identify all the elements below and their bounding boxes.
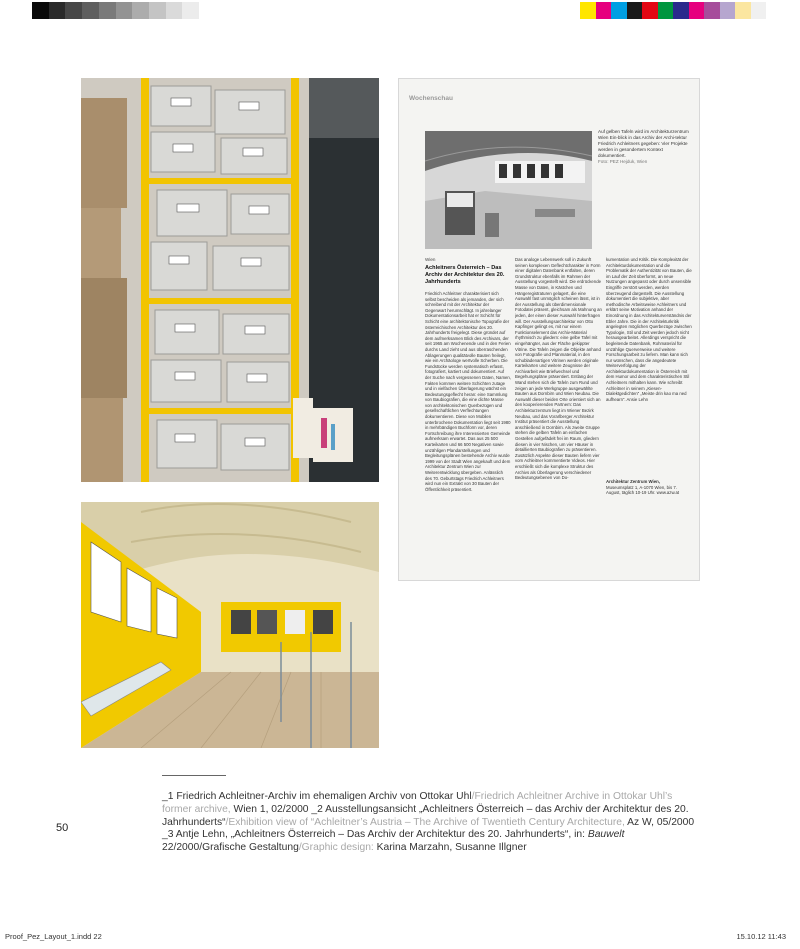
magazine-photo-credit: Foto: PEZ Hejduk, Wien [598,159,648,164]
magazine-column-3: kumentation und Kritik. Die Komplexität der Architekturdokumentation und die Problematik der Authentizität von Bauten, die im Lauf der Zeit überformt, an neue Nutzungen angepasst oder durch unsensible Eingriffe zerstört werden, werden überzeugend dargestellt. Die Ausstellung dokumentiert die subjektive, aber methodische Arbeitsweise Achleitners und erklärt seine Motivation anhand der Einordnung in das Architekturverständnis der Ebler Jahre. Die in der Architekturkritik angelegten möglichen Querbezüge zwischen Typologie, Stil und Zeit werden jedoch nicht herausgearbeitet. Allerdings verspricht die begleitende Datenbank, Rohmaterial für unzählige Querverweise und weitere Forschungsarbeit zu liefern. Man kann sich nur wünschen, dass die angedeutete Weiterverfolgung der Architekturdokumentation in Österreich mit dem Humor und dem charakteristischen Stil Achleitners mithalten kann. Wie schreibt Achleitner in seinem „Kiesen-Dialektgedichten“ „Meiste drin kao ma ned aufhearn“. Ansie Lehn [606,257,692,402]
color-swatch [673,2,689,19]
gray-swatch [166,2,183,19]
magazine-place: Wien [425,257,436,262]
magazine-address-title: Architektur Zentrum Wien, [606,479,660,484]
gray-swatch [99,2,116,19]
gray-swatch [149,2,166,19]
grayscale-calibration-bar [32,2,216,19]
magazine-page-scan [398,78,700,581]
color-swatch [627,2,643,19]
exhibition-view-illustration [81,502,379,748]
magazine-photo-caption [598,129,690,165]
color-swatch [704,2,720,19]
gray-swatch [49,2,66,19]
caption-1-en: /Friedrich Achleitner Archive in Ottokar Uhl’s former archive, [162,791,673,815]
color-calibration-bar [580,2,766,19]
color-swatch [735,2,751,19]
caption-3-magazine: Bauwelt [587,829,625,841]
caption-3-part-c: Karina Marzahn, Susanne Illgner [373,842,527,854]
magazine-caption-text: Auf gelben Tafeln wird im Architekturzentrum Wien Ein-blick in das Archiv der Archi-tektur Friedrich Achleitners gegeben: Vier Projekte werden in gesondertem Kontext dokumentiert. [598,129,689,158]
gray-swatch [82,2,99,19]
magazine-column-2: Das analoge Lebenswerk soll in Zukunft seinen komplexen Geflechtcharakter in Form einer digitalen Datenbank entfalten, deren Grundstruktur ebenfalls im Rahmen der Ausstellung vorgestellt wird. Die erdrückende Masse von Daten, in Kästchen und Hängeregistraturen gelagert, die eine Auswahl fast unmöglich scheinen lässt, ist in der Ausstellung als überdimensionale Fotodatei präsent, gleichsam als Mahnung an jeden, der einen dieser Auswahl hinterfragen will. Der Ausstellungsarchitektur von Otto Kapfinger gelingt es, mit nur einem Funktionselement das Archiv-Material rhythmisch zu gliedern: eine gelbe Tafel mit eingehängter, aus der Fläche gekippter Vitrine. Die Tafeln zeigen die Objekte anhand von Fotografie und Planmaterial, in den schubladenartigen Vitrinen werden originale Karteikarten und weitere Zeugnisse der Archivarbeit wie Briefwechsel und Begehungspläne präsentiert. Entlang der Wand stehen sich die Tafeln zum Rund und zeigen an jede Werkgruppe ausgewählte Bauten aus Dornbirn und Wien Neubau. Die Auswahl dieser beiden Orte orientiert sich an den kooperierenden Partnern: Das Architekturzentrum liegt im Wiener Bezirk Neubau, und das Vorarlberger Architektur Institut präsentiert die Ausstellung anschließend in Dornbirn. Als zweite Gruppe stehen die gelben Tafeln an einfachen Gestellen aufgefädelt frei im Raum, gliedern diesen in vier Nischen, um vier Häuser in detaillierten Baubiografien zu präsentieren. Zusätzlich Aspekte dieser Bauten liefern vier vom Achleitner kommentierte Videos. Hier erschließt sich die komplexe Struktur des Archivs als Überlagerung verschiedener Bedeutungsebenen von Do- [515,257,602,481]
magazine-address-lines: Museumsplatz 1, A-1070 Wien, bis 7. August, täglich 10-19 Uhr. www.azw.at [606,484,680,496]
print-slug-date: 15.10.12 11:43 [736,932,786,941]
gray-swatch [132,2,149,19]
caption-1-de: _1 Friedrich Achleitner-Archiv im ehemaligen Archiv von Ottokar Uhl [162,791,472,802]
color-swatch [720,2,736,19]
magazine-photo-illustration [425,131,592,249]
magazine-section-title: Wochenschau [409,95,453,102]
caption-3-part-b: 22/2000/Grafische Gestaltung [162,842,299,854]
archive-drawers-illustration [81,78,379,482]
caption-2-en: /Exhibition view of “Achleitner’s Austria – The Archive of Twentieth Century Architecture, [225,816,625,828]
gray-swatch [65,2,82,19]
magazine-headline: Achleitners Österreich – Das Archiv der Architektur des 20. Jahrhunderts [425,265,505,285]
gray-swatch [116,2,133,19]
color-swatch [596,2,612,19]
gray-swatch [32,2,49,19]
color-swatch [751,2,767,19]
color-swatch [611,2,627,19]
color-swatch [658,2,674,19]
page-number: 50 [56,822,69,834]
color-swatch [580,2,596,19]
caption-2-source: Az W, 05/2000 [624,816,695,828]
gray-swatch [182,2,199,19]
exhibition-view-photo [81,502,379,748]
magazine-exhibition-photo [425,131,592,249]
caption-3-part-a: _3 Antje Lehn, „Achleitners Österreich – Das Archiv der Architektur des 20. Jahrhunderts“, in: [162,829,588,841]
caption-1-source: Wien 1, 02/2000 [230,803,312,815]
caption-divider [162,775,226,776]
figure-captions [162,791,702,855]
color-swatch [689,2,705,19]
color-swatch [642,2,658,19]
caption-2-de: _2 Ausstellungsansicht „Achleitners Österreich – das Archiv der Architektur des 20. Jahrhunderts“ [162,803,689,828]
gray-swatch [199,2,216,19]
caption-3-en: /Graphic design: [298,842,374,854]
print-slug-file: Proof_Pez_Layout_1.indd 22 [5,932,102,941]
archive-drawers-photo [81,78,379,482]
magazine-address [606,479,692,496]
magazine-column-1: Friedrich Achleitner charakterisiert sich selbst bescheiden als jemanden, der sich schreibend mit der Architektur der Gegenwart herumschlägt. In jahrelanger Dokumentationsarbeit hat er Schicht für Schicht eine architektonische Topografie der österreichischen Architektur des 20. Jahrhunderts freigelegt. Diese gründet auf dem aufmerksamen Blick des Archivars, der seit 1965 am Wochenende und in den Ferien durchs Land zieht und aus überraschenden Ablagerungen qualitätvolle Bauten freilegt, wie ein Archäologe wertvolle Scherben. Die Fundstücke werden systematisch erfasst, fotografiert, kartiert und dokumentiert. Auf der Suche nach vergessenen Daten, Namen, Fakten kommen weitere Schichten zutage und in vielfachen Überlagerung wächst ein Bedeutungsgeflecht heran: eine Sammlung von Baubiografien, die eine dichte Masse von architektonischen Querbezügen und gesellschaftlichen Verflechtungen dokumentieren. Diese von Mobilen unterbrochene Dokumentation liegt seit 1980 in mehrbändigen Buchform vor, deren Fortschreibung ihre Interessierten Gemeinde aufmerksam erwartet. Das aus 25 500 Karteikarten und 66 500 Negativen sowie unzähligen Plandarstellungen und Begleitungsplänen bestehende Archiv wurde 1999 von der Stadt Wien angekauft und dem Architektur Zentrum Wien zur Weiterentwicklung übergeben. Anlässlich des 70. Geburtstags Friedrich Achleitners wird nun ein Extrakt von 30 Bauten der Öffentlichkeit präsentiert. [425,291,511,492]
